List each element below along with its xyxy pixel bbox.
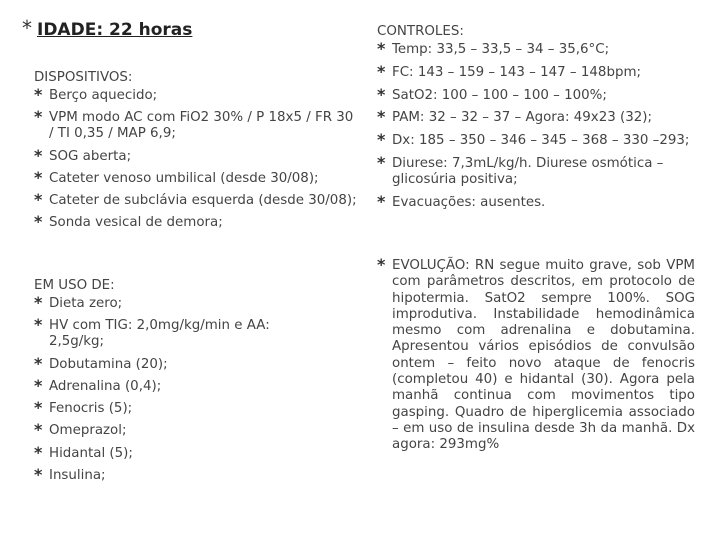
bullet-icon: * (377, 61, 386, 81)
bullet-icon: * (34, 465, 43, 485)
list-item: * Temp: 33,5 – 33,5 – 34 – 35,6°C; (377, 39, 610, 58)
list-item: * PAM: 32 – 32 – 37 – Agora: 49x23 (32); (377, 107, 653, 127)
list-item: * SOG aberta; (34, 145, 132, 165)
list-item: * Dobutamina (20); (34, 353, 168, 373)
bullet-icon: * (34, 353, 43, 373)
evolucao-paragraph (377, 255, 695, 454)
bullet-icon: * (377, 39, 386, 58)
controles-list (377, 39, 692, 211)
list-item: * Cateter de subclávia esquerda (desde 30/08); (34, 190, 357, 210)
dispositivos-list (34, 85, 359, 232)
bullet-icon: * (377, 130, 386, 150)
bullet-icon: * (34, 145, 43, 165)
bullet-icon: * (34, 212, 43, 232)
list-item: * Hidantal (5); (34, 442, 133, 462)
list-item: * Sonda vesical de demora; (34, 212, 223, 232)
list-item: * Dx: 185 – 350 – 346 – 345 – 368 – 330 –293; (377, 130, 690, 150)
bullet-icon: * (377, 84, 386, 104)
bullet-icon: * (34, 375, 43, 395)
controles-section (377, 24, 692, 218)
list-item: * HV com TIG: 2,0mg/kg/min e AA: 2,5g/kg; (34, 315, 270, 350)
list-item: * Dieta zero; (34, 293, 123, 312)
bullet-icon: * (34, 107, 43, 127)
em-uso-list (34, 293, 324, 485)
bullet-icon: * (34, 85, 43, 104)
bullet-icon: * (377, 191, 386, 211)
bullet-icon: * (34, 398, 43, 418)
list-item: * Diurese: 7,3mL/kg/h. Diurese osmótica – glicosúria positiva; (377, 152, 664, 187)
list-item: * Berço aquecido; (34, 85, 158, 104)
bullet-icon: * (34, 190, 43, 210)
list-item: * Fenocris (5); (34, 398, 133, 418)
list-item: * Cateter venoso umbilical (desde 30/08); (34, 167, 319, 187)
page-title: IDADE: 22 horas (37, 20, 193, 40)
bullet-icon: * (22, 16, 32, 40)
bullet-icon: * (34, 442, 43, 462)
evolucao-text: EVOLUÇÃO: RN segue muito grave, sob VPM com parâmetros descritos, em protocolo de hipotermia. SatO2 sempre 100%. SOG improdutiva. Instabilidade hemodinâmica mesmo com adrenalina e dobutamina. Apresentou vários episódios de convulsão ontem – feito novo ataque de fenocris (completou 40) e hidantal (30). Agora pela manhã continua com movimentos tipo gasping. Quadro de hiperglicemia associado – em uso de insulina desde 3h da manhã. Dx agora: 293mg% (392, 258, 695, 453)
list-item: * SatO2: 100 – 100 – 100 – 100%; (377, 84, 607, 104)
list-item: * FC: 143 – 159 – 143 – 147 – 148bpm; (377, 61, 642, 81)
controles-heading: CONTROLES: (377, 24, 464, 39)
bullet-icon: * (34, 420, 43, 440)
bullet-icon: * (377, 255, 386, 274)
bullet-icon: * (34, 315, 43, 335)
em-uso-heading: EM USO DE: (34, 278, 115, 293)
list-item: * Adrenalina (0,4); (34, 375, 162, 395)
bullet-icon: * (34, 167, 43, 187)
bullet-icon: * (34, 293, 43, 312)
dispositivos-heading: DISPOSITIVOS: (34, 70, 133, 85)
list-item: * VPM modo AC com FiO2 30% / P 18x5 / FR 30 / TI 0,35 / MAP 6,9; (34, 107, 354, 142)
em-uso-section (34, 278, 324, 490)
bullet-icon: * (377, 107, 386, 127)
list-item: * Insulina; (34, 465, 106, 485)
bullet-icon: * (377, 152, 386, 172)
list-item: * Omeprazol; (34, 420, 127, 440)
list-item: * Evacuações: ausentes. (377, 191, 546, 211)
dispositivos-section (34, 70, 359, 238)
